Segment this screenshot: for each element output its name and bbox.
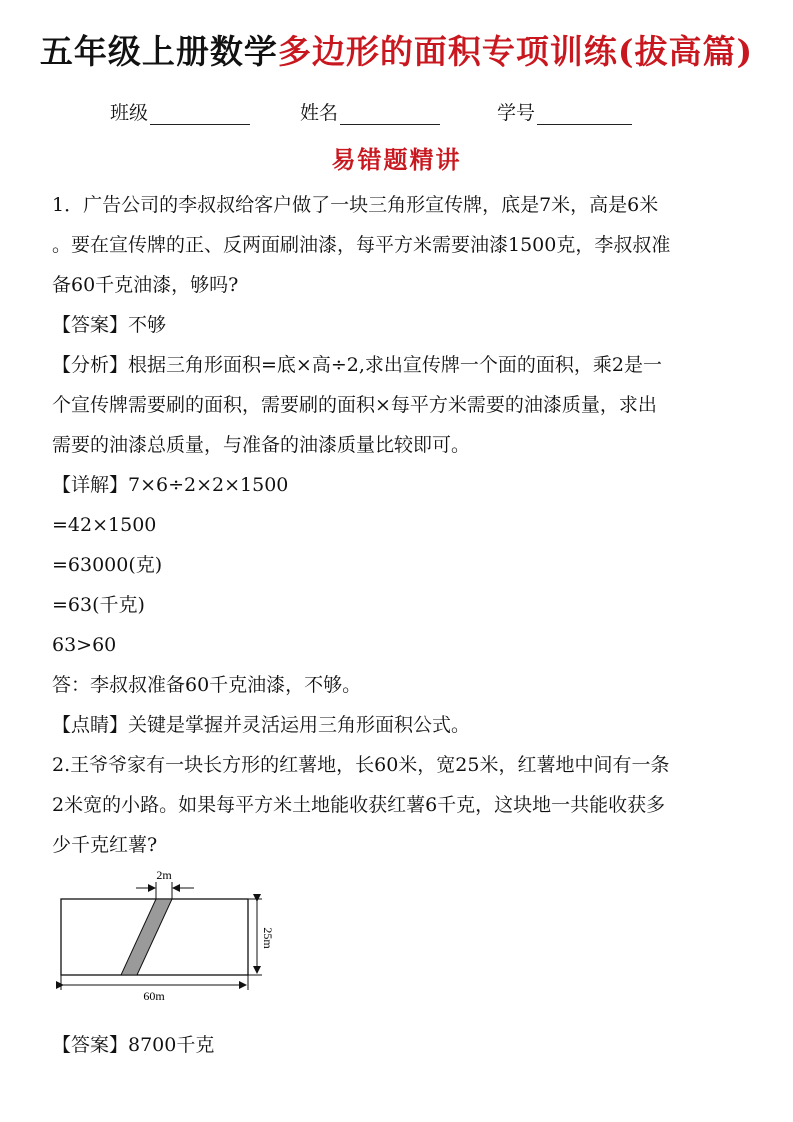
number-label: 学号	[497, 102, 536, 124]
q1-text-line-3: 备60千克油漆，够吗?	[52, 274, 239, 296]
number-blank[interactable]	[537, 104, 632, 125]
number-field	[497, 98, 632, 125]
section-title: 易错题精讲	[331, 145, 462, 174]
name-blank[interactable]	[340, 104, 440, 125]
title-topic-part: 多边形的面积专项训练(拔高篇)	[277, 32, 754, 71]
q2-text-line-3: 少千克红薯?	[52, 834, 158, 856]
q2-answer: 【答案】8700千克	[52, 1034, 215, 1056]
title-grade-part: 五年级上册数学	[39, 32, 278, 71]
q1-reply: 答：李叔叔准备60千克油漆，不够。	[52, 674, 362, 696]
page-title	[0, 26, 793, 73]
name-label: 姓名	[300, 102, 339, 124]
class-label: 班级	[110, 102, 149, 124]
q1-detail-line-3: =63000(克)	[52, 554, 163, 576]
q1-analysis-line-3: 需要的油漆总质量，与准备的油漆质量比较即可。	[52, 434, 471, 456]
q1-analysis-line-1: 【分析】根据三角形面积=底×高÷2,求出宣传牌一个面的面积，乘2是一	[52, 354, 662, 376]
q1-detail-line-5: 63>60	[52, 634, 117, 656]
q1-detail-line-4: =63(千克)	[52, 594, 145, 616]
q1-detail-line-1: 【详解】7×6÷2×2×1500	[52, 474, 289, 496]
q1-answer: 【答案】不够	[52, 314, 167, 336]
q1-detail-line-2: =42×1500	[52, 514, 157, 536]
q1-analysis-line-2: 个宣传牌需要刷的面积，需要刷的面积×每平方米需要的油漆质量，求出	[52, 394, 657, 416]
q2-text-line-1: 2.王爷爷家有一块长方形的红薯地，长60米，宽25米，红薯地中间有一条	[52, 754, 670, 776]
name-field	[300, 98, 440, 125]
q1-text-line-2: 。要在宣传牌的正、反两面刷油漆，每平方米需要油漆1500克，李叔叔准	[52, 234, 671, 256]
path-width-label: 2m	[156, 868, 172, 882]
height-label: 25m	[261, 927, 275, 949]
q1-comment: 【点睛】关键是掌握并灵活运用三角形面积公式。	[52, 714, 471, 736]
class-field	[110, 98, 250, 125]
field-diagram	[52, 862, 282, 1007]
slanted-path	[121, 899, 172, 975]
length-label: 60m	[143, 989, 165, 1003]
q1-text-line-1: 1．广告公司的李叔叔给客户做了一块三角形宣传牌，底是7米，高是6米	[52, 194, 659, 216]
q2-text-line-2: 2米宽的小路。如果每平方米土地能收获红薯6千克，这块地一共能收获多	[52, 794, 666, 816]
class-blank[interactable]	[150, 104, 250, 125]
